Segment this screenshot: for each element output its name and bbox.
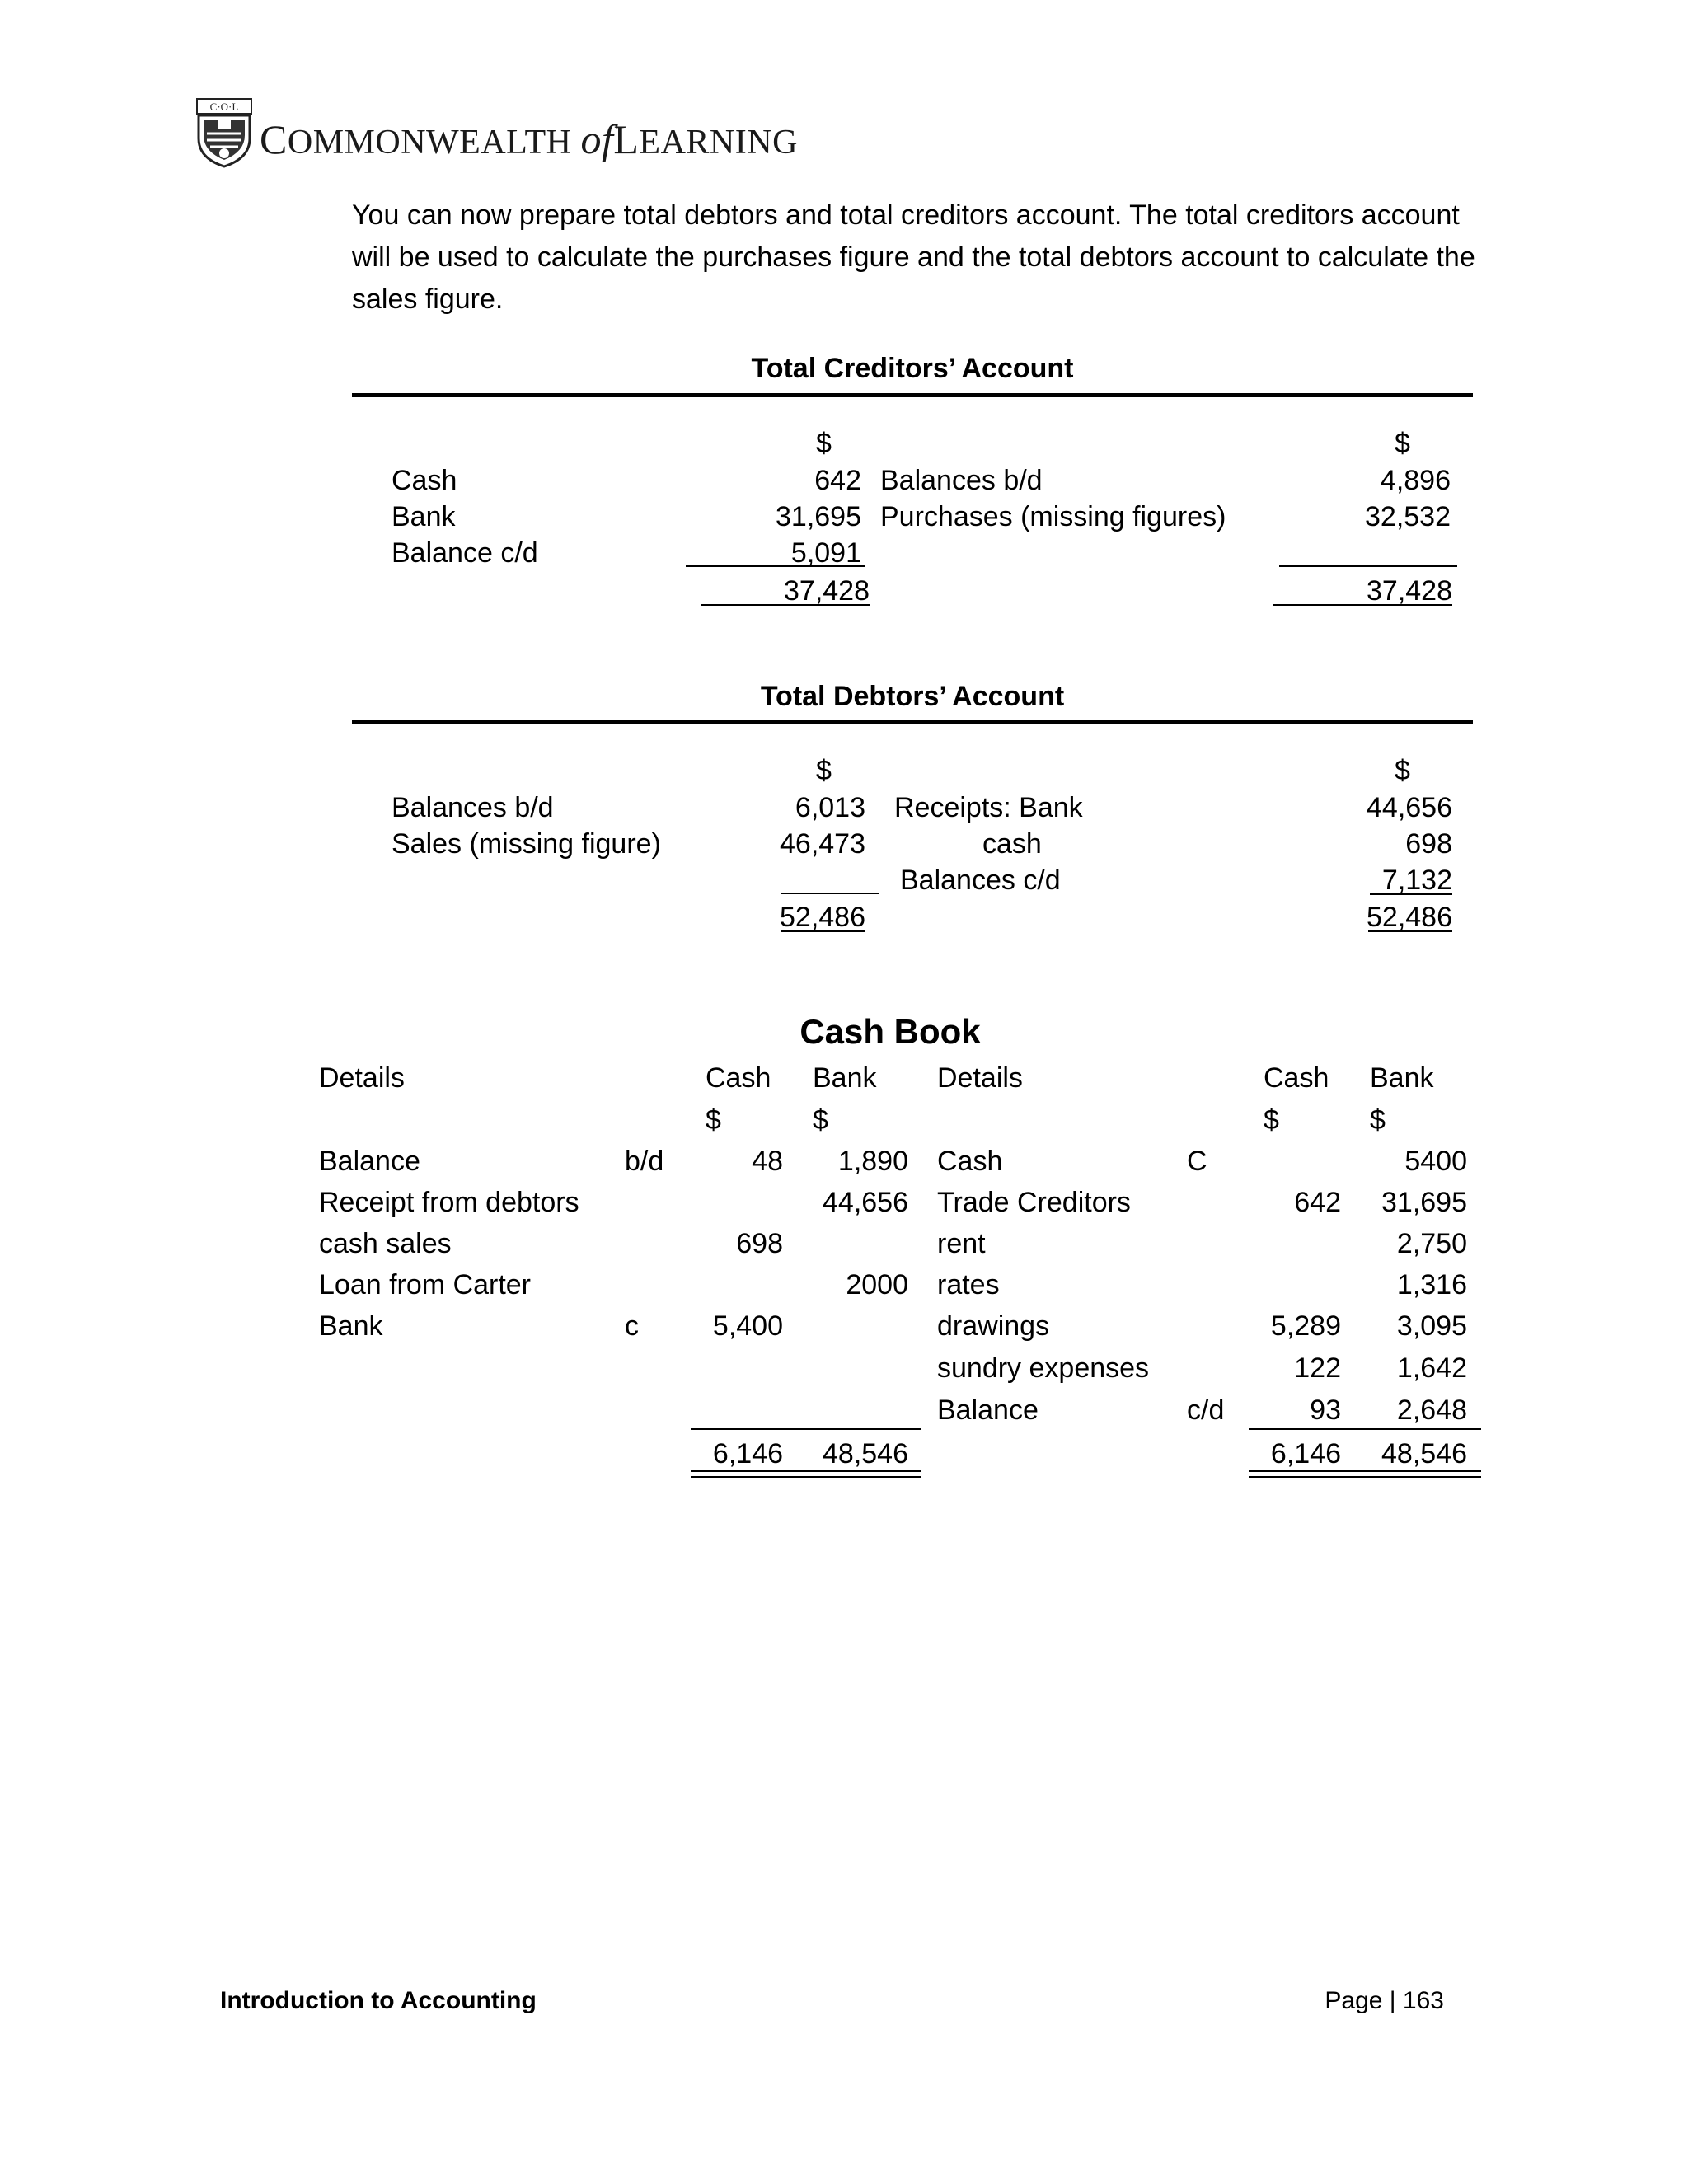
cashbook-total-left-cash: 6,146	[712, 1438, 783, 1469]
cashbook-left-subtotal-line	[691, 1428, 921, 1430]
cashbook-header-details-left: Details	[319, 1062, 405, 1094]
creditors-total-right: 37,428	[1367, 575, 1452, 607]
footer-course-title: Introduction to Accounting	[220, 1987, 537, 2014]
cashbook-left-bank: 1,890	[837, 1146, 908, 1177]
cashbook-left-detail: Receipt from debtors	[319, 1187, 579, 1218]
cashbook-right-cash: 642	[1294, 1187, 1341, 1218]
debtors-total-left-line	[781, 930, 865, 932]
cashbook-left-bank: 44,656	[823, 1187, 908, 1218]
cashbook-left-ref: b/d	[625, 1146, 664, 1177]
cashbook-left-cash: 698	[736, 1228, 783, 1259]
cashbook-header-bank-right: Bank	[1370, 1062, 1434, 1094]
debtors-right-label: cash	[982, 828, 1042, 860]
cashbook-right-detail: drawings	[937, 1310, 1050, 1342]
cashbook-left-ref: c	[625, 1310, 639, 1342]
logo-word-earning: EARNING	[639, 124, 798, 162]
cashbook-left-detail: Bank	[319, 1310, 383, 1342]
cashbook-right-detail: rates	[937, 1269, 1000, 1301]
cashbook-header-cash-left: Cash	[706, 1062, 771, 1094]
cashbook-total-left-bank: 48,546	[823, 1438, 908, 1469]
debtors-right-amount: 44,656	[1367, 792, 1452, 823]
cashbook-left-detail: Loan from Carter	[319, 1269, 531, 1301]
creditors-total-left-line	[701, 604, 870, 606]
shield-label: C·O·L	[209, 101, 239, 113]
creditors-left-label: Cash	[392, 465, 457, 496]
cashbook-right-bank: 2,648	[1396, 1394, 1467, 1426]
creditors-total-left: 37,428	[784, 575, 870, 607]
debtors-right-amount: 698	[1405, 828, 1452, 860]
cashbook-right-ref: c/d	[1187, 1394, 1225, 1426]
cashbook-right-detail: rent	[937, 1228, 986, 1259]
debtors-left-amount: 46,473	[780, 828, 865, 860]
cashbook-right-subtotal-line	[1249, 1428, 1481, 1430]
creditors-total-right-line	[1273, 604, 1452, 606]
cashbook-header-currency: $	[1264, 1104, 1279, 1136]
creditors-right-subtotal-line	[1279, 565, 1457, 567]
debtors-title: Total Debtors’ Account	[760, 681, 1065, 712]
cashbook-right-ref: C	[1187, 1146, 1207, 1177]
cashbook-header-currency: $	[813, 1104, 828, 1136]
logo-word-ommonwealth: OMMONWEALTH	[287, 124, 572, 162]
cashbook-header-cash-right: Cash	[1264, 1062, 1329, 1094]
creditors-left-subtotal-line	[686, 565, 865, 567]
intro-paragraph: You can now prepare total debtors and total creditors account. The total creditors account will be used to calculate the purchases figure and the total debtors account to calculate the sales figure.	[352, 199, 1475, 315]
debtors-left-label: Sales (missing figure)	[392, 828, 661, 860]
debtors-left-amount: 6,013	[795, 792, 865, 823]
cashbook-right-bank: 5400	[1404, 1146, 1467, 1177]
creditors-rule	[352, 393, 1473, 397]
creditors-currency-right: $	[1395, 428, 1410, 459]
cashbook-right-bank: 2,750	[1396, 1228, 1467, 1259]
debtors-currency-right: $	[1395, 755, 1410, 786]
cashbook-right-detail: Cash	[937, 1146, 1003, 1177]
cashbook-right-bank: 31,695	[1381, 1187, 1467, 1218]
cashbook-left-cash: 48	[752, 1146, 783, 1177]
creditors-right-amount: 4,896	[1380, 465, 1451, 496]
debtors-right-label: Balances c/d	[900, 865, 1061, 896]
creditors-left-amount: 5,091	[790, 537, 861, 569]
col-shield-icon	[195, 97, 253, 168]
cashbook-header-details-right: Details	[937, 1062, 1023, 1094]
cashbook-left-bank: 2000	[846, 1269, 908, 1301]
creditors-left-amount: 31,695	[776, 501, 861, 532]
debtors-total-right-line	[1368, 930, 1452, 932]
cashbook-title: Cash Book	[799, 1012, 981, 1051]
cashbook-right-detail: Trade Creditors	[937, 1187, 1131, 1218]
debtors-rule	[352, 720, 1473, 724]
creditors-right-label: Balances b/d	[880, 465, 1043, 496]
cashbook-left-detail: Balance	[319, 1146, 420, 1177]
cashbook-right-cash: 5,289	[1270, 1310, 1341, 1342]
creditors-left-amount: 642	[814, 465, 861, 496]
debtors-right-label: Receipts: Bank	[894, 792, 1083, 823]
footer-page-number: Page | 163	[1325, 1987, 1444, 2014]
cashbook-total-right-bank: 48,546	[1381, 1438, 1467, 1469]
cashbook-right-detail: Balance	[937, 1394, 1039, 1426]
debtors-right-amount: 7,132	[1381, 865, 1452, 896]
debtors-currency-left: $	[816, 755, 832, 786]
creditors-right-label: Purchases (missing figures)	[880, 501, 1226, 532]
cashbook-header-currency: $	[706, 1104, 721, 1136]
cashbook-right-bank: 3,095	[1396, 1310, 1467, 1342]
cashbook-header-currency: $	[1370, 1104, 1386, 1136]
debtors-total-left: 52,486	[780, 902, 865, 933]
creditors-title: Total Creditors’ Account	[751, 353, 1074, 384]
cashbook-right-bank: 1,642	[1396, 1352, 1467, 1384]
creditors-left-label: Balance c/d	[392, 537, 538, 569]
debtors-left-label: Balances b/d	[392, 792, 554, 823]
cashbook-right-detail: sundry expenses	[937, 1352, 1150, 1384]
logo-letter-c: C	[260, 116, 288, 162]
cashbook-right-cash: 93	[1310, 1394, 1341, 1426]
creditors-currency-left: $	[816, 428, 832, 459]
debtors-left-subtotal-line	[781, 893, 879, 894]
cashbook-right-cash: 122	[1294, 1352, 1341, 1384]
logo-wordmark	[260, 115, 798, 163]
cashbook-left-detail: cash sales	[319, 1228, 452, 1259]
creditors-right-amount: 32,532	[1365, 501, 1451, 532]
cashbook-total-right-cash: 6,146	[1270, 1438, 1341, 1469]
cashbook-header-bank-left: Bank	[813, 1062, 877, 1094]
debtors-right-subtotal-line	[1370, 893, 1452, 895]
logo	[195, 97, 798, 168]
logo-letter-l: L	[613, 116, 640, 162]
cashbook-left-cash: 5,400	[712, 1310, 783, 1342]
creditors-left-label: Bank	[392, 501, 456, 532]
cashbook-right-bank: 1,316	[1396, 1269, 1467, 1301]
debtors-total-right: 52,486	[1367, 902, 1452, 933]
logo-word-of: of	[580, 116, 614, 162]
cashbook-right-total-double-line	[1249, 1470, 1481, 1478]
cashbook-left-total-double-line	[691, 1470, 921, 1478]
